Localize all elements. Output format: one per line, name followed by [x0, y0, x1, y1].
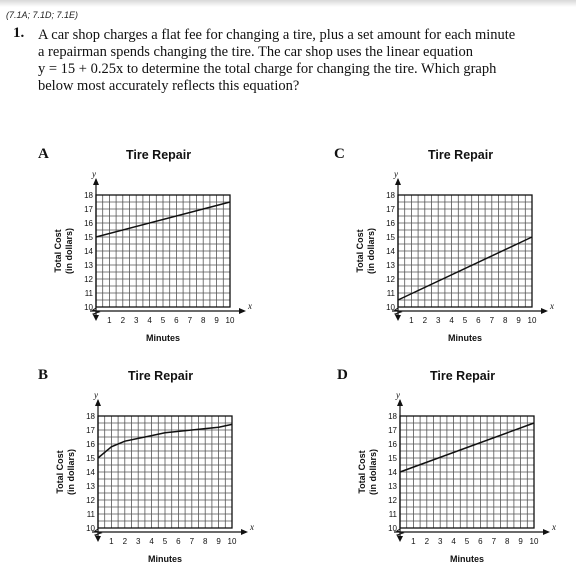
- x-tick-label: 2: [120, 316, 126, 325]
- y-tick-label: 17: [386, 205, 395, 214]
- y-tick-label: 18: [84, 191, 93, 200]
- x-tick-label: 4: [147, 316, 152, 325]
- x-tick-label: 4: [149, 537, 154, 546]
- x-tick-label: 6: [176, 537, 181, 546]
- y-tick-label: 10: [386, 303, 395, 312]
- y-axis-symbol: y: [94, 390, 98, 400]
- y-tick-label: 12: [86, 496, 95, 505]
- y-tick-label: 11: [86, 510, 95, 519]
- y-tick-label: 13: [386, 261, 395, 270]
- y-tick-label: 10: [84, 303, 93, 312]
- y-tick-label: 17: [388, 426, 397, 435]
- x-tick-label: 10: [225, 316, 235, 325]
- y-axis-label-line-1: Total Cost: [355, 229, 365, 273]
- y-tick-label: 16: [388, 440, 397, 449]
- question-number: 1.: [13, 25, 25, 41]
- standards-label: (7.1A; 7.1D; 7.1E): [6, 10, 79, 20]
- x-tick-label: 8: [504, 537, 510, 546]
- x-tick-label: 8: [200, 316, 206, 325]
- x-tick-label: 3: [135, 537, 141, 546]
- x-tick-label: 10: [529, 537, 539, 546]
- y-tick-label: 14: [84, 247, 93, 256]
- y-tick-label: 11: [84, 289, 93, 298]
- question-line-1: A car shop charges a flat fee for changing a tire, plus a set amount for each minute: [38, 27, 516, 43]
- y-tick-label: 10: [86, 524, 95, 533]
- y-axis-symbol: y: [394, 169, 398, 179]
- x-tick-label: 1: [409, 316, 414, 325]
- x-axis-label: Minutes: [449, 554, 485, 564]
- y-tick-label: 16: [386, 219, 395, 228]
- x-tick-label: 10: [527, 316, 537, 325]
- x-tick-label: 1: [109, 537, 114, 546]
- x-tick-label: 3: [435, 316, 441, 325]
- y-tick-label: 17: [84, 205, 93, 214]
- y-axis-label-line-2: (in dollars): [66, 448, 76, 496]
- x-axis-label: Minutes: [145, 333, 181, 343]
- y-tick-label: 10: [388, 524, 397, 533]
- y-tick-label: 14: [386, 247, 395, 256]
- y-tick-label: 17: [86, 426, 95, 435]
- y-tick-label: 11: [388, 510, 397, 519]
- graph-a-title: Tire Repair: [126, 148, 192, 162]
- y-tick-label: 13: [388, 482, 397, 491]
- graph-d-title: Tire Repair: [430, 369, 496, 383]
- x-tick-label: 8: [202, 537, 208, 546]
- x-tick-label: 6: [478, 537, 483, 546]
- y-axis-label-line-2: (in dollars): [64, 227, 74, 275]
- y-tick-label: 15: [388, 454, 397, 463]
- x-tick-label: 5: [464, 537, 470, 546]
- x-axis-symbol: x: [552, 522, 556, 532]
- y-tick-label: 14: [388, 468, 397, 477]
- x-tick-label: 7: [491, 537, 497, 546]
- y-tick-label: 15: [386, 233, 395, 242]
- y-tick-label: 16: [84, 219, 93, 228]
- question-line-4: below most accurately reflects this equation?: [38, 78, 300, 94]
- x-tick-label: 9: [516, 316, 521, 325]
- y-tick-label: 15: [86, 454, 95, 463]
- graph-a-letter[interactable]: A: [38, 146, 49, 162]
- x-tick-label: 2: [122, 537, 128, 546]
- x-axis-symbol: x: [248, 301, 252, 311]
- graph-b-letter[interactable]: B: [38, 367, 49, 383]
- y-tick-label: 13: [84, 261, 93, 270]
- y-tick-label: 15: [84, 233, 93, 242]
- x-axis-label: Minutes: [447, 333, 483, 343]
- x-tick-label: 6: [174, 316, 179, 325]
- y-tick-label: 18: [386, 191, 395, 200]
- y-axis-label-line-2: (in dollars): [368, 448, 378, 496]
- x-tick-label: 9: [214, 316, 219, 325]
- y-tick-label: 11: [386, 289, 395, 298]
- graph-d-letter[interactable]: D: [337, 367, 348, 383]
- y-tick-label: 18: [86, 412, 95, 421]
- x-tick-label: 7: [189, 537, 195, 546]
- x-tick-label: 9: [518, 537, 523, 546]
- y-tick-label: 12: [386, 275, 395, 284]
- x-tick-label: 1: [411, 537, 416, 546]
- x-axis-symbol: x: [550, 301, 554, 311]
- y-axis-symbol: y: [92, 169, 96, 179]
- graph-c-letter[interactable]: C: [334, 146, 345, 162]
- x-tick-label: 5: [162, 537, 168, 546]
- x-axis-label: Minutes: [147, 554, 183, 564]
- x-tick-label: 1: [107, 316, 112, 325]
- x-tick-label: 10: [227, 537, 237, 546]
- y-axis-label-line-1: Total Cost: [357, 450, 367, 494]
- y-tick-label: 14: [86, 468, 95, 477]
- y-axis-symbol: y: [396, 390, 400, 400]
- y-tick-label: 16: [86, 440, 95, 449]
- x-tick-label: 8: [502, 316, 508, 325]
- question-line-2: a repairman spends changing the tire. The car shop uses the linear equation: [38, 44, 473, 60]
- y-tick-label: 12: [84, 275, 93, 284]
- x-tick-label: 7: [187, 316, 193, 325]
- y-tick-label: 12: [388, 496, 397, 505]
- x-tick-label: 4: [449, 316, 454, 325]
- x-axis-symbol: x: [250, 522, 254, 532]
- y-tick-label: 13: [86, 482, 95, 491]
- x-tick-label: 5: [160, 316, 166, 325]
- y-axis-label-line-2: (in dollars): [366, 227, 376, 275]
- x-tick-label: 2: [424, 537, 430, 546]
- question-line-3: y = 15 + 0.25x to determine the total charge for changing the tire. Which graph: [38, 61, 497, 77]
- y-axis-arrow: [397, 399, 403, 406]
- x-tick-label: 5: [462, 316, 468, 325]
- x-tick-label: 9: [216, 537, 221, 546]
- x-tick-label: 2: [422, 316, 428, 325]
- x-axis-arrow: [543, 529, 550, 535]
- x-tick-label: 3: [133, 316, 139, 325]
- x-tick-label: 4: [451, 537, 456, 546]
- y-axis-label-line-1: Total Cost: [55, 450, 65, 494]
- x-tick-label: 3: [437, 537, 443, 546]
- y-axis-label-line-1: Total Cost: [53, 229, 63, 273]
- x-tick-label: 6: [476, 316, 481, 325]
- graph-c-title: Tire Repair: [428, 148, 494, 162]
- graph-b-title: Tire Repair: [128, 369, 194, 383]
- y-tick-label: 18: [388, 412, 397, 421]
- x-tick-label: 7: [489, 316, 495, 325]
